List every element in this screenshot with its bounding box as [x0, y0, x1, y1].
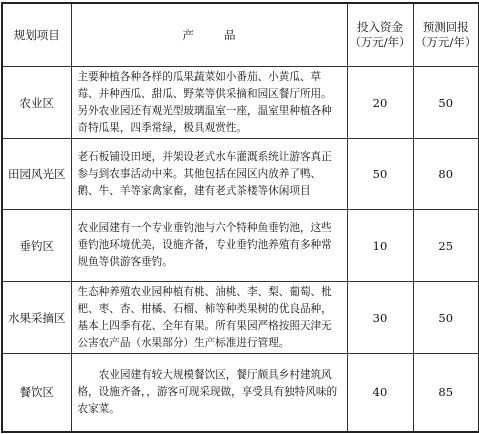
- product-description: 农业园建有较大规模餐饮区，餐厅颇具乡村建筑风格，设施齐备，，游客可现采现做，享受具有独特风味的农家菜。: [71, 354, 347, 432]
- product-description: 主要种植各种各样的瓜果蔬菜如小番茄、小黄瓜、草莓、并种西瓜、甜瓜、野菜等供采摘和园区餐厅所用。另外农业园还有观光型玻璃温室一座，温室里种植各种奇特瓜果，四季常绿，极具观赏性。: [71, 67, 347, 139]
- investment-value: 10: [347, 210, 413, 282]
- header-product-char2: 品: [224, 27, 236, 42]
- return-value: 50: [413, 67, 479, 139]
- header-return: [413, 3, 479, 67]
- return-value: 85: [413, 354, 479, 432]
- investment-value: 40: [347, 354, 413, 432]
- table-row: [2, 139, 479, 210]
- return-value: 25: [413, 210, 479, 282]
- table-row: [2, 210, 479, 282]
- header-product: [71, 3, 347, 67]
- header-investment: [347, 3, 413, 67]
- project-name: 餐饮区: [2, 354, 71, 432]
- investment-value: 30: [347, 282, 413, 354]
- project-name: 田园风光区: [2, 139, 71, 210]
- product-description: 老石板铺设田埂，并架设老式水车灌溉系统让游客真正参与到农事活动中来。其他包括在园区内放养了鸭、鹅、牛、羊等家禽家畜，建有老式茶楼等休闲项目: [71, 139, 347, 210]
- table-row: [2, 282, 479, 354]
- header-investment-line1: 投入资金: [357, 20, 403, 34]
- header-project: [2, 3, 71, 67]
- header-product-char1: 产: [182, 27, 194, 42]
- return-value: 80: [413, 139, 479, 210]
- planning-table: [1, 2, 479, 433]
- project-name: 农业区: [2, 67, 71, 139]
- investment-value: 50: [347, 139, 413, 210]
- table-row: [2, 67, 479, 139]
- project-name: 垂钓区: [2, 210, 71, 282]
- header-investment-line2: （万元/年）: [349, 35, 411, 49]
- product-description: 生态种养殖农业园种植有桃、油桃、李、梨、葡萄、枇杷、枣、杏、柑橘、石榴、柿等种类果树的优良品种，基本上四季有花、全年有果。所有果园严格按照天津无公害农产品（水果部分）生产标准进行管理。: [71, 282, 347, 354]
- header-project-label: 规划项目: [13, 27, 60, 42]
- table-row: [2, 354, 479, 432]
- header-return-line2: （万元/年）: [415, 35, 477, 49]
- project-name: 水果采摘区: [2, 282, 71, 354]
- header-return-line1: 预测回报: [422, 20, 469, 34]
- investment-value: 20: [347, 67, 413, 139]
- return-value: 50: [413, 282, 479, 354]
- product-description: 农业园建有一个专业垂钓池与六个特种鱼垂钓池，这些垂钓池环境优美，设施齐备，专业垂钓池养殖有多种常规鱼等供游客垂钓。: [71, 210, 347, 282]
- table-header-row: [2, 3, 479, 67]
